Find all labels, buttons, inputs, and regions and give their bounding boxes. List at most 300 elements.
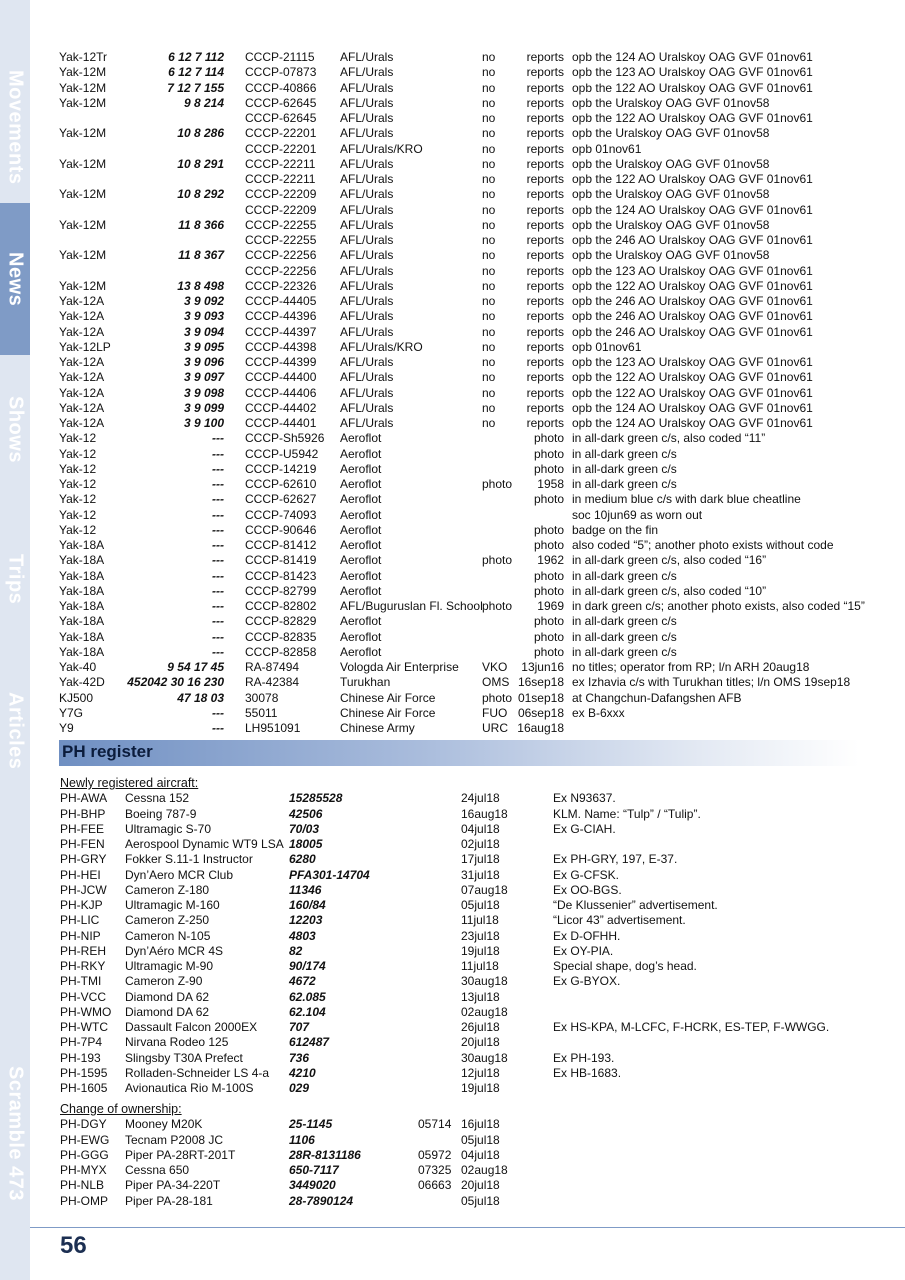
station: no	[482, 294, 496, 308]
change-of-ownership-section	[60, 1102, 860, 1209]
remarks: in medium blue c/s with dark blue cheatline	[572, 492, 801, 507]
aircraft-type: Yak-12	[59, 507, 97, 522]
source: reports	[526, 95, 564, 110]
construction-number: 11346	[289, 882, 322, 897]
construction-number: 3 9 096	[183, 355, 224, 369]
source: photo	[533, 522, 564, 537]
aircraft-type: Yak-40	[59, 660, 97, 674]
aircraft-type: Piper PA-28RT-201T	[125, 1147, 236, 1162]
remarks: opb the 246 AO Uralskoy OAG GVF 01nov61	[572, 309, 813, 324]
source: 16aug18	[517, 721, 564, 735]
operator: Aeroflot	[340, 492, 382, 507]
construction-number: 707	[289, 1020, 310, 1034]
sidebar-section-articles[interactable]	[0, 688, 30, 773]
operator: AFL/Urals	[340, 187, 394, 202]
source: 06sep18	[517, 705, 564, 720]
remarks: Ex N93637.	[553, 791, 616, 806]
table-row	[60, 807, 860, 822]
aircraft-type: Aerospool Dynamic WT9 LSA	[125, 837, 284, 851]
date: 17jul18	[461, 852, 500, 867]
source: reports	[526, 324, 564, 339]
construction-number: 15285528	[289, 791, 343, 806]
sidebar-section-scramble[interactable]	[0, 1065, 30, 1201]
registration: CCCP-22211	[245, 156, 316, 171]
table-row	[59, 416, 879, 431]
date: 20jul18	[461, 1178, 500, 1193]
page-number: 56	[60, 1232, 87, 1259]
operator: AFL/Urals	[340, 416, 394, 430]
station: no	[482, 263, 496, 278]
remarks: in all-dark green c/s	[572, 629, 677, 644]
source: reports	[526, 65, 564, 80]
registration: PH-LIC	[60, 913, 100, 928]
registration: PH-GRY	[60, 852, 107, 867]
station: no	[482, 370, 496, 385]
operator: Aeroflot	[340, 522, 382, 537]
table-row	[59, 553, 879, 568]
sidebar-label: Articles	[4, 691, 27, 770]
table-row	[60, 1133, 860, 1148]
ph-register-header	[59, 740, 859, 766]
registration: CCCP-82835	[245, 629, 317, 644]
table-row	[60, 1005, 860, 1020]
operator: Turukhan	[340, 675, 391, 690]
registration: PH-AWA	[60, 791, 108, 806]
registration: CCCP-44406	[245, 385, 317, 400]
construction-number: 4803	[289, 928, 316, 943]
newly-registered-list	[60, 791, 860, 1096]
table-row	[60, 1117, 860, 1132]
operator: AFL/Urals	[340, 309, 394, 324]
registration: PH-RKY	[60, 959, 106, 973]
aircraft-type: Yak-12M	[59, 248, 107, 263]
aircraft-type: Rolladen-Schneider LS 4-a	[125, 1065, 270, 1080]
table-row	[59, 187, 879, 202]
table-row	[60, 1035, 860, 1050]
remarks: opb the 246 AO Uralskoy OAG GVF 01nov61	[572, 294, 813, 308]
operator: AFL/Urals	[340, 385, 394, 400]
remarks: Ex HS-KPA, M-LCFC, F-HCRK, ES-TEP, F-WWGG.	[553, 1020, 830, 1034]
remarks: opb the Uralskoy OAG GVF 01nov58	[572, 187, 770, 202]
table-row	[59, 660, 879, 675]
registration: CCCP-81419	[245, 553, 317, 568]
table-row	[59, 294, 879, 309]
operator: Chinese Air Force	[340, 705, 436, 720]
remarks: soc 10jun69 as worn out	[572, 507, 703, 522]
aircraft-type: Yak-12	[59, 492, 97, 507]
construction-number: 12203	[289, 913, 323, 928]
source: reports	[526, 385, 564, 400]
station: no	[482, 172, 496, 186]
operator: Aeroflot	[340, 538, 382, 552]
movements-table	[59, 50, 879, 736]
sidebar-label: Trips	[4, 553, 27, 605]
table-row	[59, 370, 879, 385]
table-row	[60, 1148, 860, 1163]
operator: AFL/Urals	[340, 95, 394, 110]
construction-number: 9 54 17 45	[167, 660, 224, 674]
construction-number: 3 9 092	[183, 294, 224, 308]
table-row	[59, 477, 879, 492]
remarks: Special shape, dog’s head.	[553, 959, 697, 973]
registration: CCCP-22201	[245, 126, 317, 141]
registration: LH951091	[245, 721, 301, 735]
construction-number: 47 18 03	[177, 690, 224, 705]
source: 16sep18	[517, 675, 564, 690]
aircraft-type: Yak-18A	[59, 629, 105, 644]
registration: PH-JCW	[60, 882, 107, 897]
table-row	[59, 645, 879, 660]
table-row	[59, 218, 879, 233]
operator: AFL/Urals	[340, 156, 394, 171]
source: reports	[526, 80, 564, 95]
source: reports	[526, 278, 564, 293]
operator: Aeroflot	[340, 507, 382, 522]
sidebar-section-trips[interactable]	[0, 548, 30, 610]
construction-number: ---	[212, 721, 224, 735]
construction-number: 62.104	[289, 1004, 326, 1019]
table-row	[59, 614, 879, 629]
construction-number: 62.085	[289, 989, 326, 1004]
sidebar	[0, 0, 30, 1280]
construction-number: 6280	[289, 852, 316, 867]
sidebar-section-shows[interactable]	[0, 392, 30, 467]
aircraft-type: Cessna 152	[125, 791, 190, 806]
date: 23jul18	[461, 928, 500, 943]
registration: CCCP-62645	[245, 95, 317, 110]
construction-number: ---	[212, 492, 224, 507]
construction-number: 90/174	[289, 959, 326, 973]
registration: CCCP-22209	[245, 202, 317, 217]
source: 13jun16	[521, 660, 564, 674]
construction-number: 3 9 098	[183, 385, 224, 400]
table-row	[59, 325, 879, 340]
date: 19jul18	[461, 943, 500, 958]
remarks: ex B-6xxx	[572, 705, 625, 720]
construction-number: ---	[212, 644, 224, 659]
sidebar-section-news[interactable]	[0, 203, 30, 355]
aircraft-type: Yak-12A	[59, 294, 105, 308]
source: reports	[526, 263, 564, 278]
station: no	[482, 187, 496, 202]
station: VKO	[482, 660, 508, 674]
date: 19jul18	[461, 1081, 500, 1095]
station: no	[482, 156, 496, 171]
aircraft-type: Diamond DA 62	[125, 1004, 210, 1019]
construction-number: 10 8 286	[177, 126, 224, 141]
registration: PH-VCC	[60, 989, 107, 1004]
aircraft-type: Yak-12Tr	[59, 50, 108, 64]
construction-number: 029	[289, 1081, 310, 1095]
construction-number: 11 8 367	[178, 248, 224, 263]
source: photo	[533, 538, 564, 552]
construction-number: 3 9 099	[183, 400, 224, 415]
construction-number: PFA301-14704	[289, 867, 370, 882]
station: no	[482, 248, 496, 263]
registration: CCCP-81423	[245, 568, 317, 583]
table-row	[59, 721, 879, 736]
table-row	[60, 1081, 860, 1096]
table-row	[59, 569, 879, 584]
registration: PH-WMO	[60, 1004, 112, 1019]
table-row	[60, 791, 860, 806]
aircraft-type: Yak-12LP	[59, 339, 111, 354]
remarks: in all-dark green c/s	[572, 614, 677, 629]
registration: CCCP-44400	[245, 370, 317, 385]
operator: AFL/Buguruslan Fl. School	[340, 599, 483, 613]
remarks: in all-dark green c/s	[572, 461, 677, 476]
station: photo	[482, 690, 513, 705]
table-row	[59, 386, 879, 401]
construction-number: ---	[212, 507, 224, 522]
station: no	[482, 278, 496, 293]
registration: CCCP-44396	[245, 309, 317, 324]
construction-number: ---	[212, 461, 224, 476]
aircraft-type: Yak-12M	[59, 80, 107, 95]
table-row	[60, 1163, 860, 1178]
aircraft-type: Ultramagic S-70	[125, 821, 212, 836]
table-row	[60, 944, 860, 959]
source: reports	[526, 309, 564, 324]
table-row	[59, 492, 879, 507]
source: 1958	[537, 477, 564, 491]
construction-number: 25-1145	[289, 1117, 333, 1132]
operator: Aeroflot	[340, 614, 382, 629]
registration: CCCP-81412	[245, 538, 317, 552]
date: 24jul18	[461, 791, 500, 806]
registration: CCCP-82799	[245, 583, 317, 598]
date: 30aug18	[461, 974, 508, 989]
aircraft-type: Dyn’Aéro MCR 4S	[125, 943, 224, 958]
operator: Vologda Air Enterprise	[340, 660, 459, 674]
aircraft-type: Yak-12A	[59, 370, 105, 385]
date: 07aug18	[461, 882, 508, 897]
table-row	[59, 447, 879, 462]
station: no	[482, 233, 496, 247]
table-row	[59, 126, 879, 141]
station: no	[482, 400, 496, 415]
sidebar-label: Shows	[4, 396, 27, 463]
date: 04jul18	[461, 821, 500, 836]
aircraft-type: Fokker S.11-1 Instructor	[125, 852, 253, 867]
station: no	[482, 217, 496, 232]
station: no	[482, 339, 496, 354]
aircraft-type: Yak-18A	[59, 568, 105, 583]
aircraft-type: Yak-18A	[59, 614, 105, 629]
date: 05jul18	[461, 1132, 500, 1147]
remarks: opb the 122 AO Uralskoy OAG GVF 01nov61	[572, 80, 813, 95]
registration: PH-OMP	[60, 1193, 108, 1208]
table-row	[60, 929, 860, 944]
registration: PH-DGY	[60, 1117, 107, 1132]
table-row	[59, 538, 879, 553]
table-row	[59, 355, 879, 370]
construction-number: 612487	[289, 1035, 330, 1050]
registration: RA-42384	[245, 675, 300, 690]
remarks: opb the Uralskoy OAG GVF 01nov58	[572, 95, 770, 110]
station: no	[482, 202, 496, 217]
registration: PH-EWG	[60, 1132, 110, 1147]
construction-number: ---	[212, 599, 224, 613]
remarks: opb the 124 AO Uralskoy OAG GVF 01nov61	[572, 50, 813, 64]
registration: PH-BHP	[60, 806, 106, 821]
operator: Aeroflot	[340, 583, 382, 598]
operator: Aeroflot	[340, 553, 382, 568]
remarks: opb the 124 AO Uralskoy OAG GVF 01nov61	[572, 400, 813, 415]
remarks: opb the 123 AO Uralskoy OAG GVF 01nov61	[572, 65, 813, 80]
source: 1962	[537, 553, 564, 568]
station: FUO	[482, 705, 508, 720]
aircraft-type: Yak-18A	[59, 599, 105, 613]
table-row	[60, 959, 860, 974]
source: reports	[526, 172, 564, 186]
source: photo	[533, 446, 564, 461]
remarks: opb the 246 AO Uralskoy OAG GVF 01nov61	[572, 233, 813, 247]
registration: CCCP-90646	[245, 522, 317, 537]
table-row	[59, 279, 879, 294]
remarks: opb 01nov61	[572, 339, 642, 354]
construction-number: 28-7890124	[289, 1193, 354, 1208]
registration: CCCP-14219	[245, 461, 317, 476]
registration: CCCP-22211	[245, 172, 316, 186]
aircraft-type: Yak-12	[59, 461, 97, 476]
construction-number: 42506	[289, 806, 323, 821]
station: no	[482, 309, 496, 324]
station: no	[482, 355, 496, 369]
table-row	[60, 837, 860, 852]
registration: CCCP-40866	[245, 80, 317, 95]
registration: PH-193	[60, 1050, 101, 1065]
remarks: Ex PH-GRY, 197, E-37.	[553, 852, 678, 867]
remarks: opb the 122 AO Uralskoy OAG GVF 01nov61	[572, 370, 813, 385]
registration: CCCP-44402	[245, 400, 317, 415]
date: 30aug18	[461, 1050, 508, 1065]
change-of-ownership-list	[60, 1117, 860, 1209]
date: 04jul18	[461, 1147, 500, 1162]
registration: PH-FEE	[60, 821, 105, 836]
table-row	[59, 111, 879, 126]
aircraft-type: Yak-42D	[59, 675, 105, 690]
date: 12jul18	[461, 1065, 500, 1080]
table-row	[59, 462, 879, 477]
table-row	[60, 868, 860, 883]
registration: 55011	[245, 705, 278, 720]
source: reports	[526, 370, 564, 385]
operator: Aeroflot	[340, 431, 382, 446]
remarks: opb the 246 AO Uralskoy OAG GVF 01nov61	[572, 324, 813, 339]
remarks: opb the 123 AO Uralskoy OAG GVF 01nov61	[572, 263, 813, 278]
source: reports	[526, 233, 564, 247]
construction-number: 11 8 366	[178, 217, 224, 232]
registration: PH-KJP	[60, 898, 103, 912]
table-row	[60, 1051, 860, 1066]
construction-number: ---	[212, 538, 224, 552]
table-row	[59, 340, 879, 355]
table-row	[59, 630, 879, 645]
construction-number: 4672	[289, 974, 316, 989]
construction-number: 13 8 498	[177, 278, 224, 293]
construction-number: 650-7117	[289, 1163, 339, 1177]
operator: AFL/Urals	[340, 294, 394, 308]
aircraft-type: Yak-18A	[59, 538, 105, 552]
aircraft-type: KJ500	[59, 690, 94, 705]
operator: AFL/Urals	[340, 202, 394, 217]
date: 16jul18	[461, 1117, 500, 1132]
registration: CCCP-44401	[245, 416, 317, 430]
construction-number: ---	[212, 614, 224, 629]
source: photo	[533, 629, 564, 644]
operator: AFL/Urals	[340, 263, 394, 278]
registration: CCCP-44397	[245, 324, 317, 339]
construction-number: ---	[212, 446, 224, 461]
newly-registered-heading: Newly registered aircraft:	[60, 776, 199, 790]
aircraft-type: Yak-12	[59, 522, 97, 537]
registration: PH-NLB	[60, 1178, 105, 1193]
construction-number: ---	[212, 705, 224, 720]
construction-number: 10 8 292	[177, 187, 224, 202]
table-row	[59, 264, 879, 279]
aircraft-type: Dyn’Aero MCR Club	[125, 867, 234, 882]
remarks: in all-dark green c/s	[572, 568, 677, 583]
construction-number: ---	[212, 477, 224, 491]
aircraft-type: Yak-12A	[59, 416, 105, 430]
date: 31jul18	[461, 867, 500, 882]
owner-number: 05972	[418, 1147, 452, 1162]
construction-number: 160/84	[289, 898, 326, 912]
owner-number: 06663	[418, 1178, 452, 1193]
remarks: in all-dark green c/s, also coded “10”	[572, 583, 767, 598]
source: reports	[526, 141, 564, 156]
remarks: opb 01nov61	[572, 141, 642, 156]
aircraft-type: Nirvana Rodeo 125	[125, 1035, 229, 1050]
table-row	[60, 898, 860, 913]
operator: Aeroflot	[340, 629, 382, 644]
table-row	[60, 974, 860, 989]
table-row	[59, 142, 879, 157]
date: 11jul18	[461, 913, 499, 928]
registration: PH-TMI	[60, 974, 102, 989]
operator: AFL/Urals	[340, 355, 394, 369]
station: OMS	[482, 675, 510, 690]
registration: CCCP-U5942	[245, 446, 319, 461]
sidebar-label: Movements	[4, 70, 27, 185]
station: no	[482, 324, 496, 339]
sidebar-label: News	[4, 251, 27, 307]
table-row	[59, 81, 879, 96]
aircraft-type: Yak-18A	[59, 553, 105, 568]
aircraft-type: Slingsby T30A Prefect	[125, 1050, 243, 1065]
source: reports	[526, 156, 564, 171]
date: 02aug18	[461, 1163, 508, 1177]
operator: AFL/Urals	[340, 324, 394, 339]
source: photo	[533, 614, 564, 629]
remarks: Ex PH-193.	[553, 1050, 615, 1065]
aircraft-type: Yak-12M	[59, 187, 107, 202]
source: reports	[526, 400, 564, 415]
source: reports	[526, 294, 564, 308]
table-row	[59, 309, 879, 324]
construction-number: 10 8 291	[177, 156, 224, 171]
construction-number: ---	[212, 553, 224, 568]
operator: AFL/Urals	[340, 80, 394, 95]
sidebar-section-movements[interactable]	[0, 70, 30, 185]
registration: CCCP-82829	[245, 614, 317, 629]
operator: AFL/Urals	[340, 217, 394, 232]
construction-number: 4210	[289, 1065, 316, 1080]
construction-number: 70/03	[289, 821, 320, 836]
operator: Aeroflot	[340, 446, 382, 461]
registration: PH-GGG	[60, 1147, 109, 1162]
